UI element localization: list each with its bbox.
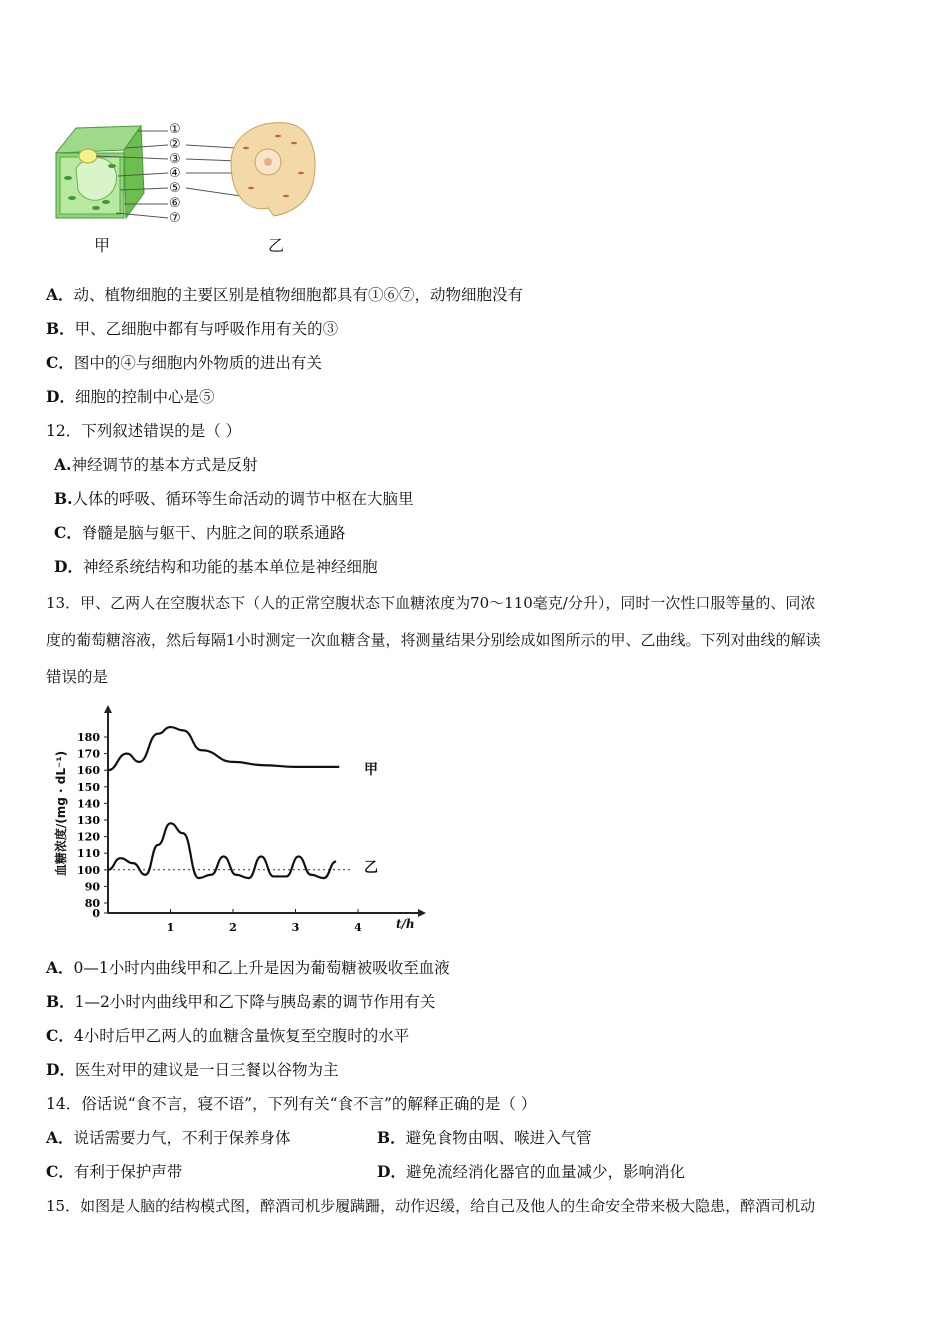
- cell-label-3: ③: [169, 152, 181, 167]
- q12-option-a: A.神经调节的基本方式是反射: [54, 455, 258, 474]
- cell-label-5: ⑤: [169, 181, 181, 196]
- q12-option-c: C．脊髓是脑与躯干、内脏之间的联系通路: [54, 523, 346, 542]
- series-label-jia: 甲: [364, 762, 378, 778]
- q13-option-a: A．0—1小时内曲线甲和乙上升是因为葡萄糖被吸收至血液: [46, 958, 450, 977]
- q12-option-b: B.人体的呼吸、循环等生命活动的调节中枢在大脑里: [54, 489, 414, 508]
- y-tick-label: 130: [77, 814, 100, 827]
- x-axis-arrow: [418, 909, 426, 917]
- cell-diagram: [46, 118, 336, 258]
- caption-jia: 甲: [94, 236, 111, 255]
- q14-option-d: D．避免流经消化器官的血量减少，影响消化: [377, 1162, 685, 1181]
- caption-yi: 乙: [268, 236, 285, 255]
- y-tick-label: 120: [77, 830, 100, 844]
- cell-figure: [46, 118, 336, 258]
- q13-stem-3: 错误的是: [46, 668, 109, 686]
- q11-option-a: A．动、植物细胞的主要区别是植物细胞都具有①⑥⑦，动物细胞没有: [46, 285, 524, 304]
- series-line-yi: [108, 823, 336, 878]
- y-axis-label: 血糖浓度/(mg · dL⁻¹): [54, 750, 69, 877]
- x-axis-label: t/h: [396, 917, 415, 931]
- q13-option-b: B．1—2小时内曲线甲和乙下降与胰岛素的调节作用有关: [46, 992, 436, 1011]
- q14-option-c: C．有利于保护声带: [46, 1162, 183, 1181]
- blood-sugar-chart: [46, 705, 446, 945]
- series-line-jia: [108, 727, 339, 770]
- y-tick-label: 110: [77, 847, 100, 861]
- q13-option-d: D．医生对甲的建议是一日三餐以谷物为主: [46, 1060, 339, 1079]
- q14-stem: 14．俗话说“食不言，寝不语”，下列有关“食不言”的解释正确的是（ ）: [46, 1095, 537, 1113]
- q13-stem-1: 13．甲、乙两人在空腹状态下（人的正常空腹状态下血糖浓度为70～110毫克/分升），同时一次性口服等量的、同浓: [46, 594, 816, 612]
- y-tick-label: 180: [77, 731, 100, 744]
- cell-label-2: ②: [169, 137, 181, 152]
- y-tick-label: 100: [77, 863, 100, 877]
- q14-option-b: B．避免食物由咽、喉进入气管: [377, 1128, 592, 1147]
- series-label-yi: 乙: [364, 860, 378, 876]
- cell-label-4: ④: [169, 166, 181, 181]
- cell-label-6: ⑥: [169, 196, 181, 211]
- x-tick-label: 4: [354, 921, 362, 934]
- cell-label-1: ①: [169, 122, 181, 137]
- chart-svg: [46, 705, 446, 945]
- q11-option-b: B．甲、乙细胞中都有与呼吸作用有关的③: [46, 319, 339, 338]
- q11-option-c: C．图中的④与细胞内外物质的进出有关: [46, 353, 322, 372]
- q13-option-c: C．4小时后甲乙两人的血糖含量恢复至空腹时的水平: [46, 1026, 410, 1045]
- y-tick-label: 0: [92, 907, 100, 920]
- y-tick-label: 170: [77, 747, 100, 761]
- y-tick-label: 150: [77, 780, 100, 794]
- q15-stem: 15．如图是人脑的结构模式图，醉酒司机步履蹒跚，动作迟缓，给自己及他人的生命安全带来极大隐患，醉酒司机动: [46, 1197, 816, 1215]
- q13-stem-2: 度的葡萄糖溶液，然后每隔1小时测定一次血糖含量，将测量结果分别绘成如图所示的甲、乙曲线。下列对曲线的解读: [46, 631, 821, 649]
- q14-option-a: A．说话需要力气，不利于保养身体: [46, 1128, 291, 1147]
- y-tick-label: 80: [84, 897, 100, 910]
- y-axis-arrow: [104, 705, 112, 713]
- y-tick-label: 90: [84, 880, 100, 894]
- y-tick-label: 140: [77, 797, 100, 811]
- x-tick-label: 3: [291, 921, 300, 934]
- x-tick-label: 2: [229, 921, 237, 934]
- q11-option-d: D．细胞的控制中心是⑤: [46, 387, 215, 406]
- q12-option-d: D．神经系统结构和功能的基本单位是神经细胞: [54, 557, 378, 576]
- y-tick-label: 160: [77, 764, 100, 778]
- cell-label-7: ⑦: [169, 211, 181, 226]
- x-tick-label: 1: [166, 921, 175, 934]
- q12-stem: 12．下列叙述错误的是（ ）: [46, 422, 242, 440]
